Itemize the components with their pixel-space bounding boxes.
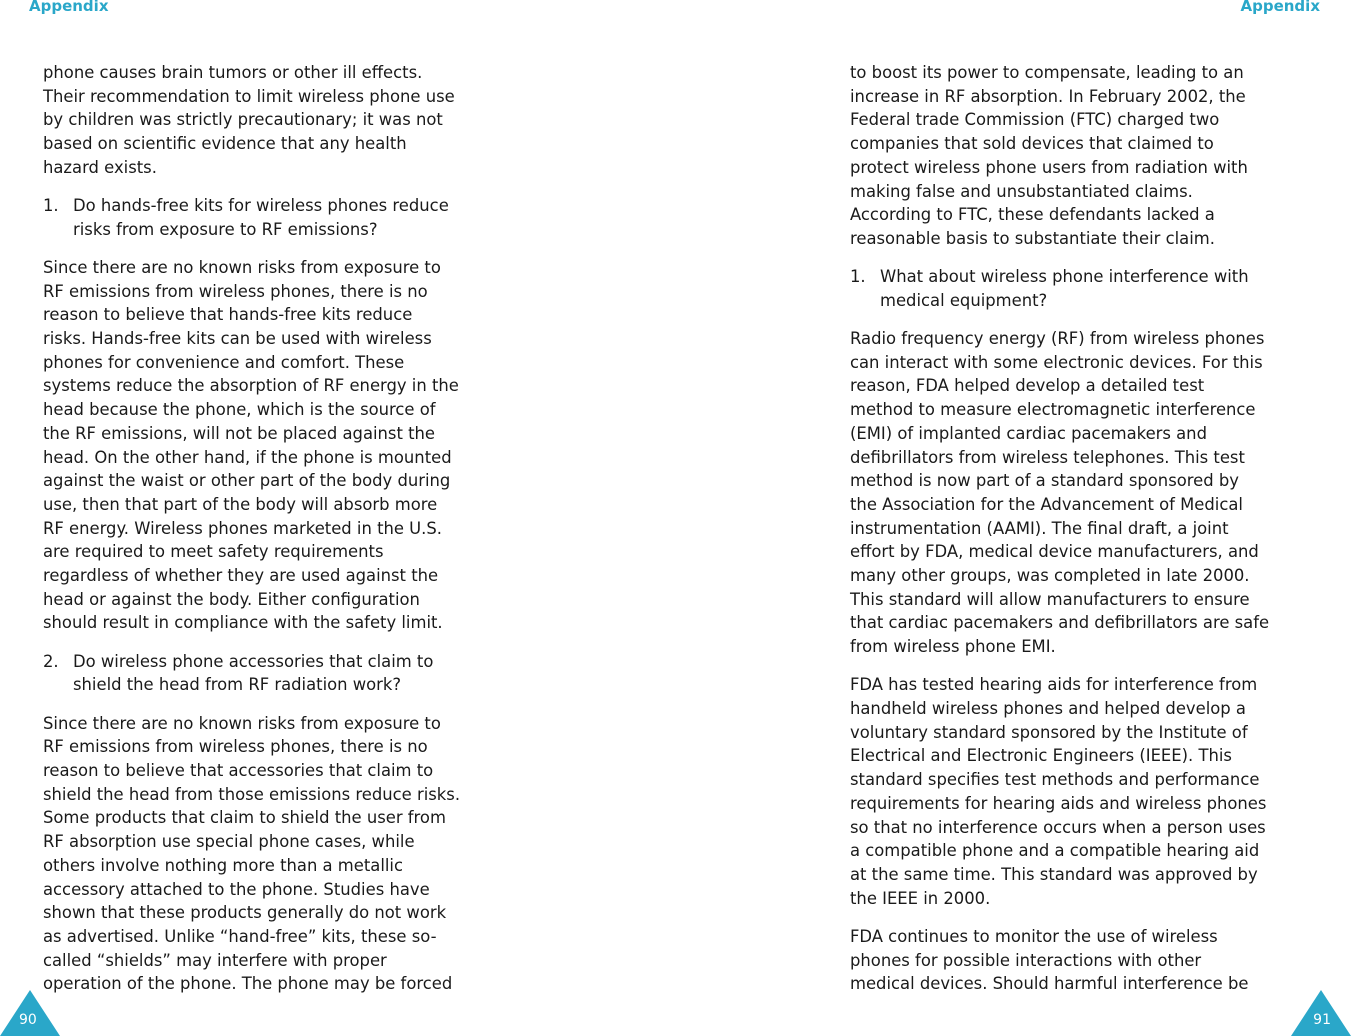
text-line: medical equipment? <box>880 290 1048 310</box>
question-item <box>43 650 499 697</box>
paragraph <box>43 256 499 635</box>
text-line: are required to meet safety requirements <box>43 542 384 562</box>
text-line: Do hands-free kits for wireless phones reduce <box>73 196 449 216</box>
text-line: Some products that claim to shield the user from <box>43 808 446 828</box>
text-line: What about wireless phone interference with <box>880 267 1249 287</box>
text-line: protect wireless phone users from radiation with <box>850 157 1248 177</box>
text-line: accessory attached to the phone. Studies have <box>43 879 430 899</box>
text-line: Their recommendation to limit wireless phone use <box>43 86 455 106</box>
text-line: phone causes brain tumors or other ill effects. <box>43 63 423 82</box>
text-line: Since there are no known risks from exposure to <box>43 713 441 733</box>
text-line: reason, FDA helped develop a detailed test <box>850 376 1205 396</box>
text-line: According to FTC, these defendants lacked a <box>850 205 1215 225</box>
text-line: shield the head from RF radiation work? <box>73 675 402 695</box>
text-line: Since there are no known risks from exposure to <box>43 257 441 277</box>
text-line: operation of the phone. The phone may be forced <box>43 974 453 994</box>
left-page-column <box>43 61 499 1011</box>
text-line: systems reduce the absorption of RF energy in the <box>43 376 459 396</box>
text-line: making false and unsubstantiated claims. <box>850 181 1193 201</box>
question-number: 2. <box>43 651 59 671</box>
section-header-right: Appendix <box>1240 0 1320 15</box>
text-line: defibrillators from wireless telephones. This test <box>850 447 1245 467</box>
paragraph <box>850 673 1306 910</box>
text-line: standard specifies test methods and performance <box>850 770 1260 790</box>
question-text <box>73 194 449 241</box>
text-line: shown that these products generally do not work <box>43 903 447 923</box>
text-line: reasonable basis to substantiate their claim. <box>850 228 1215 248</box>
text-line: RF absorption use special phone cases, while <box>43 832 415 852</box>
text-line: RF energy. Wireless phones marketed in the U.S. <box>43 518 442 538</box>
text-line: from wireless phone EMI. <box>850 637 1056 657</box>
text-line: many other groups, was completed in late 2000. <box>850 566 1250 586</box>
question-number: 1. <box>850 267 866 287</box>
text-line: head or against the body. Either configuration <box>43 589 420 609</box>
text-line: shield the head from those emissions reduce risks. <box>43 784 461 804</box>
text-line: requirements for hearing aids and wireless phones <box>850 793 1267 813</box>
question-text <box>73 650 433 697</box>
text-line: increase in RF absorption. In February 2002, the <box>850 86 1246 106</box>
text-line: companies that sold devices that claimed to <box>850 134 1214 154</box>
text-line: handheld wireless phones and helped develop a <box>850 699 1246 719</box>
text-line: risks. Hands-free kits can be used with wireless <box>43 329 432 349</box>
text-line: can interact with some electronic devices. For this <box>850 352 1263 372</box>
text-line: the Association for the Advancement of Medical <box>850 494 1243 514</box>
text-line: so that no interference occurs when a person uses <box>850 817 1266 837</box>
text-line: Electrical and Electronic Engineers (IEEE). This <box>850 746 1232 766</box>
text-line: reason to believe that accessories that claim to <box>43 760 434 780</box>
text-line: instrumentation (AAMI). The final draft, a joint <box>850 518 1229 538</box>
text-line: Do wireless phone accessories that claim to <box>73 651 434 671</box>
text-line: the IEEE in 2000. <box>850 888 991 908</box>
text-line: (EMI) of implanted cardiac pacemakers and <box>850 423 1207 443</box>
text-line: others involve nothing more than a metallic <box>43 855 403 875</box>
text-line: phones for convenience and comfort. These <box>43 352 405 372</box>
paragraph <box>43 712 499 996</box>
paragraph <box>43 61 499 180</box>
question-item <box>850 265 1306 312</box>
text-line: use, then that part of the body will absorb more <box>43 494 438 514</box>
text-line: hazard exists. <box>43 157 157 177</box>
right-page-column <box>850 61 1306 1011</box>
text-line: regardless of whether they are used against the <box>43 566 439 586</box>
text-line: by children was strictly precautionary; it was not <box>43 110 443 130</box>
page-number-left: 90 <box>19 1012 37 1028</box>
text-line: that cardiac pacemakers and defibrillators are safe <box>850 613 1270 633</box>
question-number: 1. <box>43 196 59 216</box>
text-line: medical devices. Should harmful interference be <box>850 974 1249 994</box>
text-line: the RF emissions, will not be placed against the <box>43 423 435 443</box>
paragraph <box>850 925 1306 996</box>
text-line: called “shields” may interfere with proper <box>43 950 387 970</box>
text-line: RF emissions from wireless phones, there is no <box>43 281 428 301</box>
text-line: a compatible phone and a compatible hearing aid <box>850 841 1260 861</box>
question-text <box>880 265 1249 312</box>
text-line: based on scientific evidence that any health <box>43 134 407 154</box>
text-line: should result in compliance with the safety limit. <box>43 613 443 633</box>
text-line: head. On the other hand, if the phone is mounted <box>43 447 452 467</box>
text-line: method is now part of a standard sponsored by <box>850 471 1239 491</box>
text-line: effort by FDA, medical device manufacturers, and <box>850 542 1259 562</box>
text-line: against the waist or other part of the body during <box>43 471 451 491</box>
question-item <box>43 194 499 241</box>
paragraph <box>850 327 1306 659</box>
text-line: reason to believe that hands-free kits reduce <box>43 305 413 325</box>
text-line: This standard will allow manufacturers to ensure <box>850 589 1250 609</box>
text-line: phones for possible interactions with other <box>850 950 1202 970</box>
text-line: RF emissions from wireless phones, there is no <box>43 737 428 757</box>
text-line: Radio frequency energy (RF) from wireless phones <box>850 329 1265 349</box>
text-line: voluntary standard sponsored by the Institute of <box>850 722 1248 742</box>
page-number-right: 91 <box>1313 1012 1331 1028</box>
section-header-left: Appendix <box>29 0 109 15</box>
text-line: head because the phone, which is the source of <box>43 400 436 420</box>
paragraph <box>850 61 1306 251</box>
text-line: FDA continues to monitor the use of wireless <box>850 926 1218 946</box>
text-line: Federal trade Commission (FTC) charged two <box>850 110 1220 130</box>
text-line: FDA has tested hearing aids for interference from <box>850 675 1258 695</box>
text-line: at the same time. This standard was approved by <box>850 865 1258 884</box>
text-line: method to measure electromagnetic interference <box>850 400 1256 420</box>
text-line: as advertised. Unlike “hand-free” kits, these so- <box>43 926 437 946</box>
text-line: to boost its power to compensate, leading to an <box>850 63 1244 82</box>
text-line: risks from exposure to RF emissions? <box>73 219 378 239</box>
